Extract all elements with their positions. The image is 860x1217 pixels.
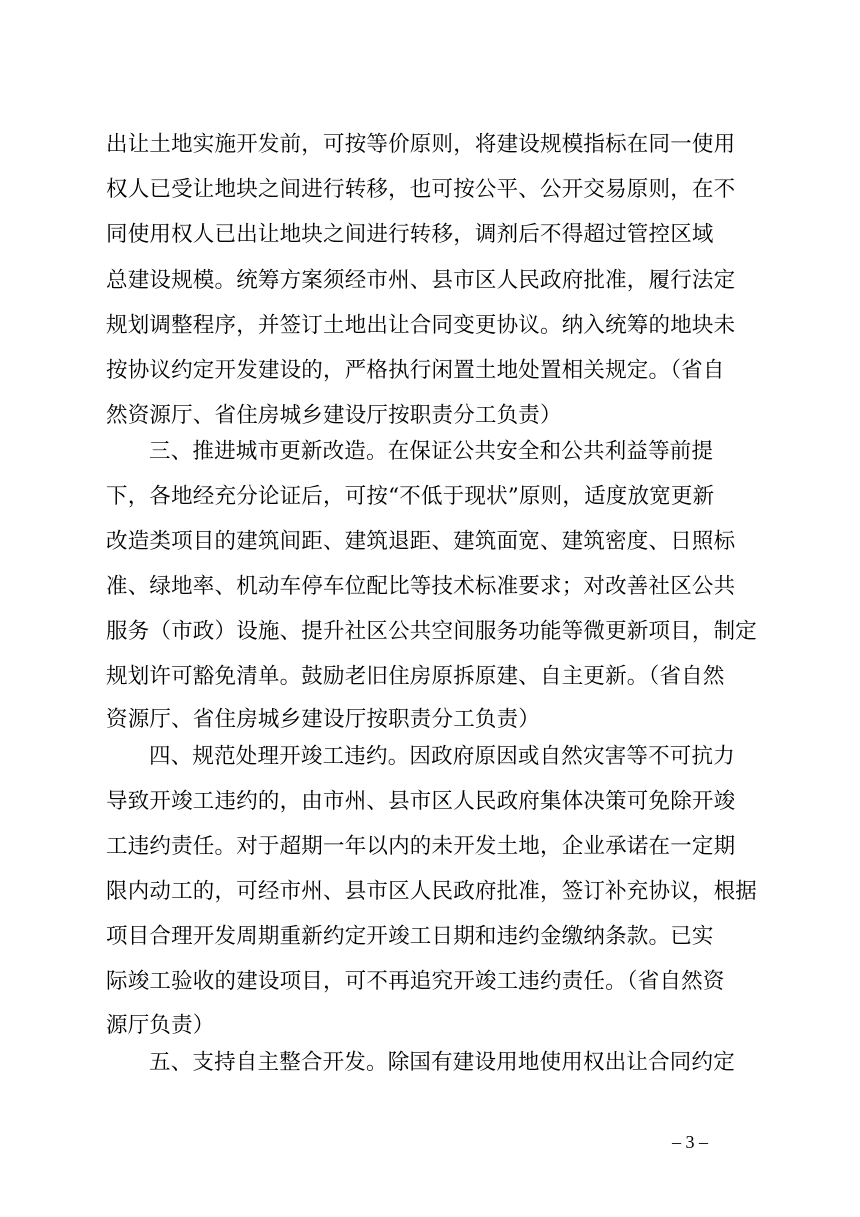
section-heading-line: 四、规范处理开竣工违约。因政府原因或自然灾害等不可抗力 <box>149 744 735 769</box>
text-line: 出让土地实施开发前，可按等价原则，将建设规模指标在同一使用 <box>106 132 736 157</box>
section-heading-line: 三、推进城市更新改造。在保证公共安全和公共利益等前提 <box>149 439 714 464</box>
page-number: – 3 – <box>672 1132 708 1152</box>
text-line: 工违约责任。对于超期一年以内的未开发土地，企业承诺在一定期 <box>106 834 736 859</box>
text-line: 下，各地经充分论证后，可按“不低于现状”原则，适度放宽更新 <box>106 484 715 509</box>
text-line: 改造类项目的建筑间距、建筑退距、建筑面宽、建筑密度、日照标 <box>106 529 736 554</box>
text-line: 准、绿地率、机动车停车位配比等技术标准要求；对改善社区公共 <box>106 574 736 599</box>
text-line: 服务（市政）设施、提升社区公共空间服务功能等微更新项目，制定 <box>106 619 758 644</box>
text-line: 规划调整程序，并签订土地出让合同变更协议。纳入统筹的地块未 <box>106 313 736 338</box>
text-line: 规划许可豁免清单。鼓励老旧住房原拆原建、自主更新。（省自然 <box>106 664 725 689</box>
text-line: 总建设规模。统筹方案须经市州、县市区人民政府批准，履行法定 <box>106 268 736 293</box>
text-line: 同使用权人已出让地块之间进行转移，调剂后不得超过管控区域 <box>106 222 714 247</box>
text-line: 源厅负责） <box>106 1013 215 1038</box>
text-line: 际竣工验收的建设项目，可不再追究开竣工违约责任。（省自然资 <box>106 969 725 994</box>
text-line: 然资源厅、省住房城乡建设厅按职责分工负责） <box>106 403 562 428</box>
text-line: 权人已受让地块之间进行转移，也可按公平、公开交易原则，在不 <box>106 177 736 202</box>
text-line: 资源厅、省住房城乡建设厅按职责分工负责） <box>106 707 541 732</box>
text-line: 项目合理开发周期重新约定开竣工日期和违约金缴纳条款。已实 <box>106 924 714 949</box>
section-heading-line: 五、支持自主整合开发。除国有建设用地使用权出让合同约定 <box>149 1050 735 1075</box>
text-line: 导致开竣工违约的，由市州、县市区人民政府集体决策可免除开竣 <box>106 789 736 814</box>
text-line: 限内动工的，可经市州、县市区人民政府批准，签订补充协议，根据 <box>106 879 758 904</box>
text-line: 按协议约定开发建设的，严格执行闲置土地处置相关规定。（省自 <box>106 358 725 383</box>
